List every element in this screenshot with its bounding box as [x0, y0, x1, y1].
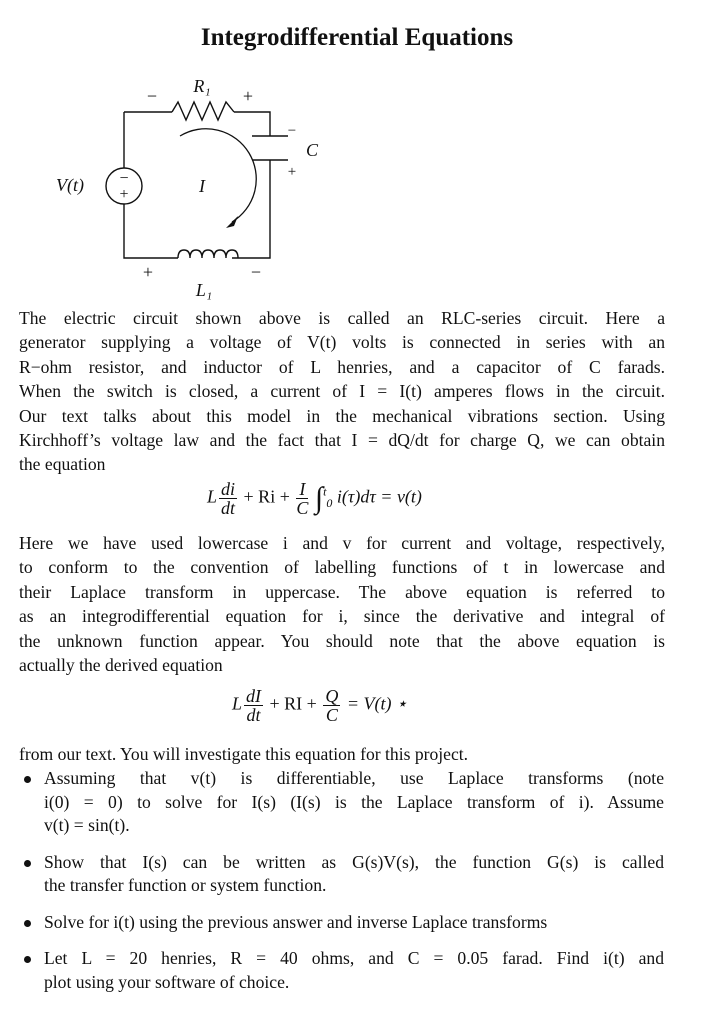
task-list — [44, 767, 664, 994]
source-bottom-sign: + — [119, 186, 129, 203]
capacitor — [252, 136, 288, 160]
list-item: Let L = 20 henries, R = 40 ohms, and C = 0.05 farad. Find i(t) and plot using your software of choice. — [44, 947, 664, 994]
paragraph-line: Our text talks about this model in the mechanical vibrations section. Using — [19, 405, 665, 426]
capacitor-minus: − — [287, 123, 297, 139]
resistor-label: R₁ — [193, 76, 211, 96]
integrodifferential-equation: L $\frac{di}{dt}$ + Ri + $\frac{I}{C}$ ∫$^t_0$ i(τ)dτ = v(t) — [207, 479, 422, 518]
circuit-wires — [124, 112, 270, 258]
paragraph-line: Kirchhoff’s voltage law and the fact that I = dQ/dt for charge Q, we can obtain — [19, 430, 665, 451]
paragraph-line: actually the derived equation — [19, 655, 223, 676]
current-arrowhead-icon — [226, 216, 238, 228]
paragraph-line: Here we have used lowercase i and v for current and voltage, respectively, — [19, 533, 665, 553]
paragraph-line: as an integrodifferential equation for i, since the derivative and integral of — [19, 606, 665, 627]
current-label: I — [199, 176, 205, 196]
bullet-icon — [24, 920, 31, 927]
page-title: Integrodifferential Equations — [200, 24, 514, 51]
resistor — [172, 102, 234, 120]
paragraph-line: R−ohm resistor, and inductor of L henries, and a capacitor of C farads. — [19, 356, 665, 377]
list-item: Solve for i(t) using the previous answer and inverse Laplace transforms — [44, 911, 664, 935]
list-item: Show that I(s) can be written as G(s)V(s), the function G(s) is called the transfer function or system function. — [44, 851, 664, 898]
paragraph-line: generator supplying a voltage of V(t) volts is connected in series with an — [19, 332, 665, 353]
resistor-plus: + — [242, 86, 254, 106]
paragraph-line: The electric circuit shown above is called an RLC-series circuit. Here a — [19, 308, 665, 328]
current-arrow-icon — [180, 129, 256, 222]
inductor-minus: − — [250, 262, 262, 282]
paragraph-line: to conform to the convention of labelling functions of t in lowercase and — [19, 557, 665, 578]
capacitor-label: C — [306, 140, 319, 160]
inductor — [178, 250, 238, 258]
inductor-label: L₁ — [195, 280, 213, 300]
project-intro: from our text. You will investigate this equation for this project. — [19, 744, 469, 764]
capacitor-plus: + — [287, 164, 297, 180]
source-top-sign: − — [119, 170, 129, 187]
integral-sign-icon: ∫ — [314, 481, 324, 515]
inductor-plus: + — [142, 262, 154, 282]
bullet-icon — [24, 956, 31, 963]
derived-equation: L $\frac{dI}{dt}$ + RI + $\frac{Q}{C}$ = V(t) ⋆ — [232, 686, 408, 725]
resistor-minus: − — [146, 86, 158, 106]
intro-paragraph — [19, 306, 665, 477]
paragraph-line: the equation — [19, 454, 106, 475]
explanation-paragraph — [19, 531, 665, 677]
paragraph-line: their Laplace transform in uppercase. The above equation is referred to — [19, 581, 665, 602]
bullet-icon — [24, 860, 31, 867]
list-item: Assuming that v(t) is differentiable, use Laplace transforms (note i(0) = 0) to solve for I(s) (I(s) is the Laplace transform of i). Assume v(t) = sin(t). — [44, 767, 664, 838]
paragraph-line: the unknown function appear. You should note that the above equation is — [19, 630, 665, 651]
bullet-icon — [24, 776, 31, 783]
rlc-circuit-diagram — [0, 60, 714, 300]
paragraph-line: When the switch is closed, a current of I = I(t) amperes flows in the circuit. — [19, 381, 665, 402]
source-label: V(t) — [56, 175, 84, 195]
